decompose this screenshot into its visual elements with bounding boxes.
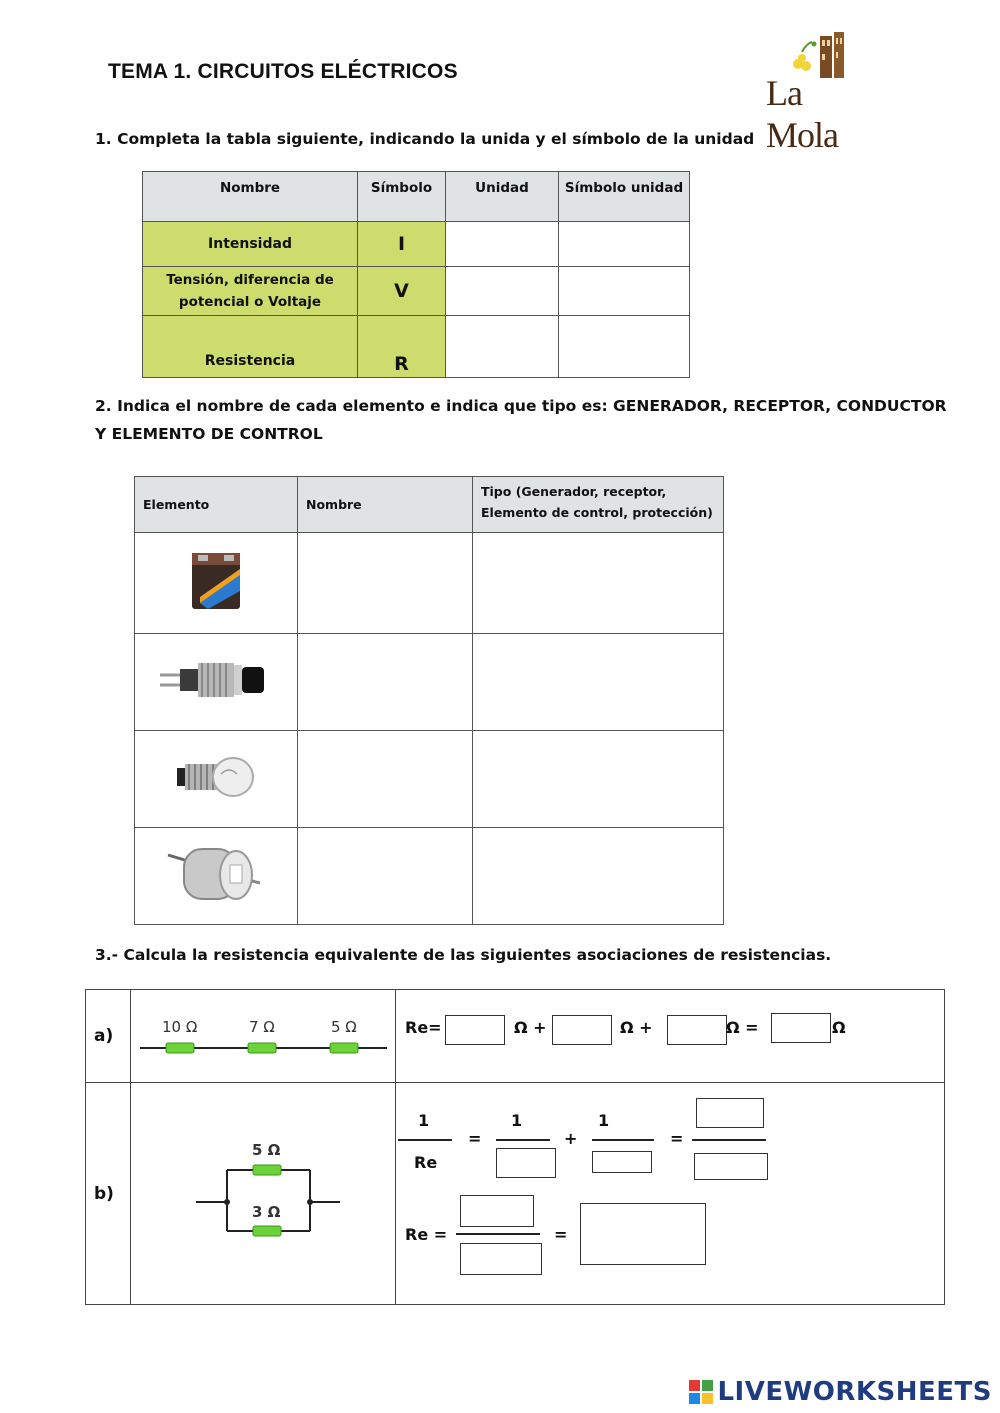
answer-input-r2-denominator[interactable] bbox=[592, 1151, 652, 1173]
eq-op: Ω + bbox=[514, 1018, 547, 1037]
element-cell bbox=[135, 634, 298, 731]
table-row bbox=[143, 316, 690, 378]
table-row bbox=[135, 731, 724, 828]
light-bulb-icon bbox=[171, 752, 261, 802]
row-label-b: b) bbox=[86, 1083, 131, 1305]
equals-sign: = bbox=[670, 1129, 684, 1148]
answer-cell-simbolo-unidad[interactable] bbox=[559, 316, 690, 378]
col-header-unidad: Unidad bbox=[446, 172, 559, 222]
page-title: TEMA 1. CIRCUITOS ELÉCTRICOS bbox=[108, 60, 458, 83]
answer-cell-tipo[interactable] bbox=[473, 828, 724, 925]
answer-cell-tipo[interactable] bbox=[473, 634, 724, 731]
table-row bbox=[135, 533, 724, 634]
col-header-nombre: Nombre bbox=[298, 477, 473, 533]
answer-cell-nombre[interactable] bbox=[298, 731, 473, 828]
fraction-numerator: 1 bbox=[511, 1111, 523, 1130]
brand-name: LIVEWORKSHEETS bbox=[717, 1377, 992, 1407]
fraction-denominator: Re bbox=[414, 1153, 438, 1172]
resistor-label: 3 Ω bbox=[252, 1203, 281, 1221]
series-circuit-cell bbox=[131, 990, 396, 1083]
answer-cell-unidad[interactable] bbox=[446, 316, 559, 378]
row-name: Resistencia bbox=[143, 316, 358, 378]
equation-b-cell bbox=[396, 1083, 945, 1305]
answer-input-re[interactable] bbox=[771, 1013, 831, 1043]
units-table bbox=[142, 171, 690, 378]
answer-input-r3[interactable] bbox=[667, 1015, 727, 1045]
re-equals: Re = bbox=[405, 1225, 448, 1244]
answer-input-sum-numerator[interactable] bbox=[696, 1098, 764, 1128]
resistor-1 bbox=[253, 1165, 281, 1175]
table-row-b bbox=[86, 1083, 945, 1305]
answer-input-re-numerator[interactable] bbox=[460, 1195, 534, 1227]
answer-cell-nombre[interactable] bbox=[298, 634, 473, 731]
plus-sign: + bbox=[564, 1129, 578, 1148]
series-circuit-diagram bbox=[132, 991, 394, 1081]
question-3: 3.- Calcula la resistencia equivalente de las siguientes asociaciones de resistencias. bbox=[95, 946, 832, 964]
table-row bbox=[143, 222, 690, 267]
fraction-numerator: 1 bbox=[598, 1111, 610, 1130]
fraction-bar bbox=[692, 1139, 766, 1141]
resistor-3 bbox=[330, 1043, 358, 1053]
resistance-table bbox=[85, 989, 945, 1305]
table-row-a bbox=[86, 990, 945, 1083]
liveworksheets-logo-icon bbox=[689, 1380, 713, 1404]
equals-sign: = bbox=[554, 1225, 568, 1244]
equation-a-cell bbox=[396, 990, 945, 1083]
answer-cell-tipo[interactable] bbox=[473, 533, 724, 634]
resistor-1 bbox=[166, 1043, 194, 1053]
element-cell bbox=[135, 533, 298, 634]
answer-input-r1[interactable] bbox=[445, 1015, 505, 1045]
fraction-bar bbox=[592, 1139, 654, 1141]
answer-input-re-denominator[interactable] bbox=[460, 1243, 542, 1275]
parallel-circuit-diagram bbox=[132, 1084, 394, 1303]
brand-footer bbox=[689, 1377, 992, 1407]
resistor-label: 10 Ω bbox=[162, 1018, 198, 1036]
elements-table bbox=[134, 476, 724, 925]
row-symbol: V bbox=[358, 267, 446, 316]
resistor-label: 5 Ω bbox=[252, 1141, 281, 1159]
eq-op: Ω = bbox=[726, 1018, 759, 1037]
resistor-2 bbox=[253, 1226, 281, 1236]
row-name: Intensidad bbox=[143, 222, 358, 267]
table-row bbox=[143, 267, 690, 316]
resistor-2 bbox=[248, 1043, 276, 1053]
table-row bbox=[135, 828, 724, 925]
row-name: Tensión, diferencia de potencial o Voltaje bbox=[143, 267, 358, 316]
eq-op: Ω bbox=[832, 1018, 846, 1037]
resistor-label: 7 Ω bbox=[249, 1018, 275, 1036]
row-label-a: a) bbox=[86, 990, 131, 1083]
parallel-circuit-cell bbox=[131, 1083, 396, 1305]
question-1: 1. Completa la tabla siguiente, indicando la unida y el símbolo de la unidad bbox=[95, 130, 755, 148]
fraction-bar bbox=[496, 1139, 550, 1141]
dc-motor-icon bbox=[166, 837, 266, 911]
question-2: 2. Indica el nombre de cada elemento e indica que tipo es: GENERADOR, RECEPTOR, CONDUCTOR Y ELEMENTO DE CONTROL bbox=[95, 397, 947, 443]
fraction-bar bbox=[456, 1233, 540, 1235]
answer-cell-simbolo-unidad[interactable] bbox=[559, 222, 690, 267]
eq-start: Re= bbox=[405, 1018, 442, 1037]
fraction-numerator: 1 bbox=[418, 1111, 430, 1130]
battery-icon bbox=[186, 549, 246, 613]
element-cell bbox=[135, 828, 298, 925]
answer-cell-simbolo-unidad[interactable] bbox=[559, 267, 690, 316]
col-header-nombre: Nombre bbox=[143, 172, 358, 222]
eq-op: Ω + bbox=[620, 1018, 653, 1037]
equals-sign: = bbox=[468, 1129, 482, 1148]
row-symbol: I bbox=[358, 222, 446, 267]
logo-text: La Mola bbox=[766, 73, 838, 155]
answer-input-re-result[interactable] bbox=[580, 1203, 706, 1265]
answer-cell-nombre[interactable] bbox=[298, 828, 473, 925]
push-button-switch-icon bbox=[156, 655, 276, 705]
col-header-elemento: Elemento bbox=[135, 477, 298, 533]
col-header-simbolo-unidad: Símbolo unidad bbox=[559, 172, 690, 222]
school-logo bbox=[762, 28, 872, 155]
resistor-label: 5 Ω bbox=[331, 1018, 357, 1036]
answer-cell-tipo[interactable] bbox=[473, 731, 724, 828]
table-row bbox=[135, 634, 724, 731]
answer-input-sum-denominator[interactable] bbox=[694, 1153, 768, 1180]
answer-cell-unidad[interactable] bbox=[446, 267, 559, 316]
col-header-simbolo: Símbolo bbox=[358, 172, 446, 222]
col-header-tipo: Tipo (Generador, receptor, Elemento de control, protección) bbox=[473, 477, 724, 533]
answer-cell-nombre[interactable] bbox=[298, 533, 473, 634]
element-cell bbox=[135, 731, 298, 828]
fraction-bar bbox=[398, 1139, 452, 1141]
answer-cell-unidad[interactable] bbox=[446, 222, 559, 267]
row-symbol: R bbox=[358, 316, 446, 378]
answer-input-r1-denominator[interactable] bbox=[496, 1148, 556, 1178]
answer-input-r2[interactable] bbox=[552, 1015, 612, 1045]
